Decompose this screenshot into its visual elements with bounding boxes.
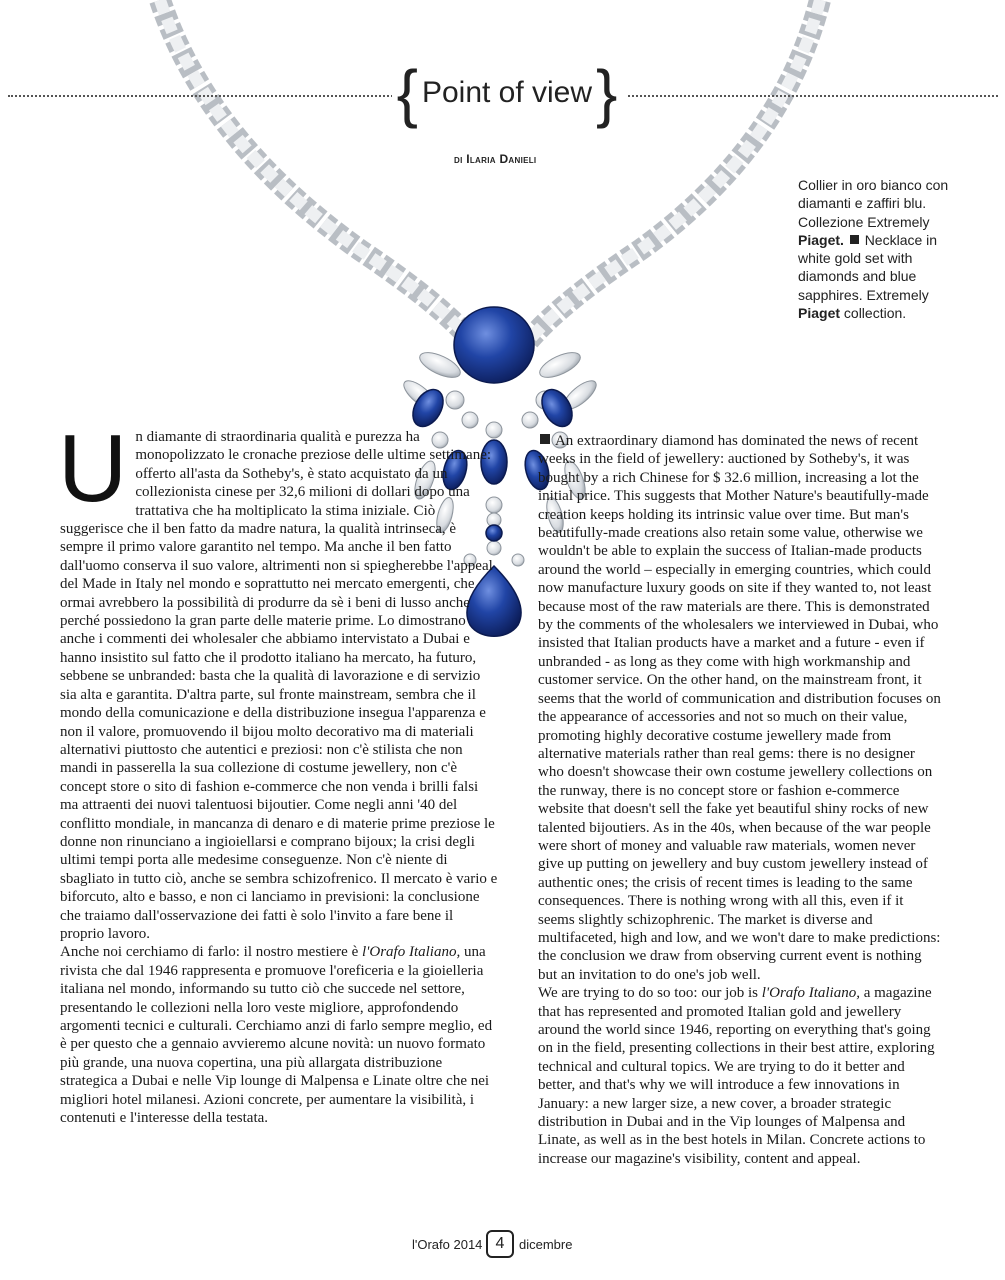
section-header — [392, 58, 622, 128]
caption-en-text: Necklace in white gold set with diamonds and blue sapphires. Extremely — [798, 231, 938, 303]
magazine-name: l'Orafo Italiano, — [361, 944, 461, 961]
magazine-name-en: l'Orafo Italiano, — [761, 985, 860, 1002]
page-footer — [0, 1230, 1005, 1260]
article-english — [538, 432, 942, 1168]
article-it-p2-start: Anche noi cerchiamo di farlo: il nostro mestiere è — [60, 944, 362, 961]
caption-it-brand: Piaget. — [798, 231, 844, 248]
byline: di Ilaria Danieli — [454, 152, 537, 166]
article-it-paragraph-1: n diamante di straordinaria qualità e purezza ha monopolizzato le cronache preziose delle ultime settimane: offerto all'asta da Sotheby's, è stato acquistato da un collezionista cinese per 32,6 milioni di dollari dopo una trattativa che ha moltiplicato la stima iniziale. Ciò suggerisce che il ben fatto da madre natura, la qualità intrinseca, è sempre il primo valore garantito nel tempo. Ma anche il ben fatto dall'uomo conserva il suo valore, altrimenti non si spiegherebbe l'appeal del Made in Italy nel mondo e soprattutto nei mercato emergenti, che ormai avrebbero la possibilità di produrre da sè i beni di lusso anche perché possiedono la gran parte delle materie prime. Lo dimostrano anche i commenti dei wholesaler che abbiamo intervistato a Dubai e hanno insistito sul fatto che il prodotto italiano ha mercato, ha futuro, sebbene se unbranded: basta che la qualità di lavorazione e di servizio sia alta e garantita. D'altra parte, sul fronte mainstream, sembra che il mondo della comunicazione e della distribuzione insegua l'apparenza e non il valore, promuovendo il bijou molto decorativo ma di materiali alternativi piuttosto che autentici e preziosi: non c'è stilista che non mandi in passerella la sua collezione di costume jewellery, non c'è concept store o sito di fashion e-commerce che non venda i brilli falsi ma attraenti dei nuovi talentuosi bijoutier. Come negli anni '40 del conflitto mondiale, in mancanza di denaro e di materie prime preziose le donne non rinunciano a ingioiellarsi e comprano bijoux; la crisi degli ultimi tempi porta alle medesime conseguenze. Non c'è niente di sbagliato in tutto ciò, anche se sembra schizofrenico. Il mercato è vario e biforcuto, alto e basso, e non ci lanciamo in previsioni: la conclusione che traiamo dall'osservazione dei fatti è solo l'invito a fare bene il proprio lavoro. — [60, 429, 498, 942]
caption-en-tail: collection. — [843, 305, 907, 322]
article-italian — [58, 415, 500, 1127]
footer-publication: l'Orafo 2014 — [412, 1237, 483, 1252]
article-en-p2-end: a magazine that has represented and promoted Italian gold and jewellery around the world since 1946, reporting on everything that's going on in the field, presenting collections in their best attire, exploring technical and cultural topics. We are trying to do it better and better, and that's why we will introduce a few innovations in January: a new larger size, a new cover, a broader strategic distribution in Dubai and in the Vip lounges of Malpensa and Linate, as well as in the best hotels in Milan. Concrete actions to increase our magazine's visibility, content and appeal. — [538, 985, 935, 1167]
separator-square-icon — [850, 235, 859, 244]
section-title: Point of view — [421, 76, 593, 109]
article-square-icon — [540, 434, 550, 444]
header-rule-left — [8, 95, 393, 97]
open-brace: { — [396, 57, 418, 129]
header-rule-right — [628, 95, 998, 97]
drop-cap: U — [58, 415, 128, 522]
article-it-paragraph-2 — [60, 943, 500, 1127]
close-brace: } — [596, 57, 618, 129]
caption-en-brand: Piaget — [798, 305, 841, 322]
photo-caption — [798, 176, 968, 322]
article-en-paragraph-2 — [538, 984, 942, 1168]
caption-it-text: Collier in oro bianco con diamanti e zaffiri blu. Collezione Extremely — [798, 177, 949, 230]
article-en-p2-start: We are trying to do so too: our job is — [538, 985, 762, 1002]
article-en-p1-text: An extraordinary diamond has dominated the news of recent weeks in the field of jewellery: auctioned by Sotheby's, it was bought by a rich Chinese for $ 32.6 million, increasing a lot the initial price. This suggests that Mother Nature's beautifully-made creation keeps holding its intrinsic value over time. But man's beautifully-made creations also retain some value, otherwise we wouldn't be able to explain the success of Italian-made products around the world – especially in emerging countries, which could now manufacture luxury goods on site if they wanted to, not least because most of the raw materials are there. This is demonstrated by the comments of the wholesalers we interviewed in Dubai, who insisted that Italian products have a market and a future - even if unbranded - as long as they come with high workmanship and customer service. On the other hand, on the mainstream front, it seems that the world of communication and distribution focuses on the appearance of accessories and not so much on their value, promoting highly decorative costume jewellery made from alternative materials rather than real gems: there is no designer who doesn't showcase their own costume jewellery collections on the runway, there is no concept store or fashion e-commerce website that doesn't sell the fake yet beautiful shiny rocks of new talented bijoutiers. As in the 40s, when because of the war people were short of money and valuable raw materials, women never give up putting on jewellery and buy custom jewellery instead of authentic ones; the crisis of recent times is leading to the same consequences. There is nothing wrong with all this, even if it seems slightly schizophrenic. The market is diverse and multifaceted, high and low, and we won't dare to make predictions: the conclusion we draw from observing current event is nothing but an invitation to do one's job well. — [538, 433, 941, 983]
article-it-p2-end: una rivista che dal 1946 rappresenta e promuove l'oreficeria e la gioielleria italiana nel mondo, informando su tutto ciò che succede nel settore, presentando le collezioni nella loro veste migliore, approfondendo argomenti tecnici e culturali. Cerchiamo anzi di farlo sempre meglio, ed è per questo che a gennaio avvieremo alcune novità: un nuovo formato più grande, una nuova copertina, una più allargata distribuzione strategica a Dubai e nelle Vip lounge di Malpensa e Linate oltre che nei migliori hotel milanesi. Azioni concrete, per aumentare la visibilità, i contenuti e l'interesse della testata. — [60, 944, 493, 1127]
footer-month: dicembre — [519, 1237, 573, 1252]
article-en-paragraph-1 — [538, 432, 942, 984]
page-number: 4 — [486, 1230, 514, 1258]
